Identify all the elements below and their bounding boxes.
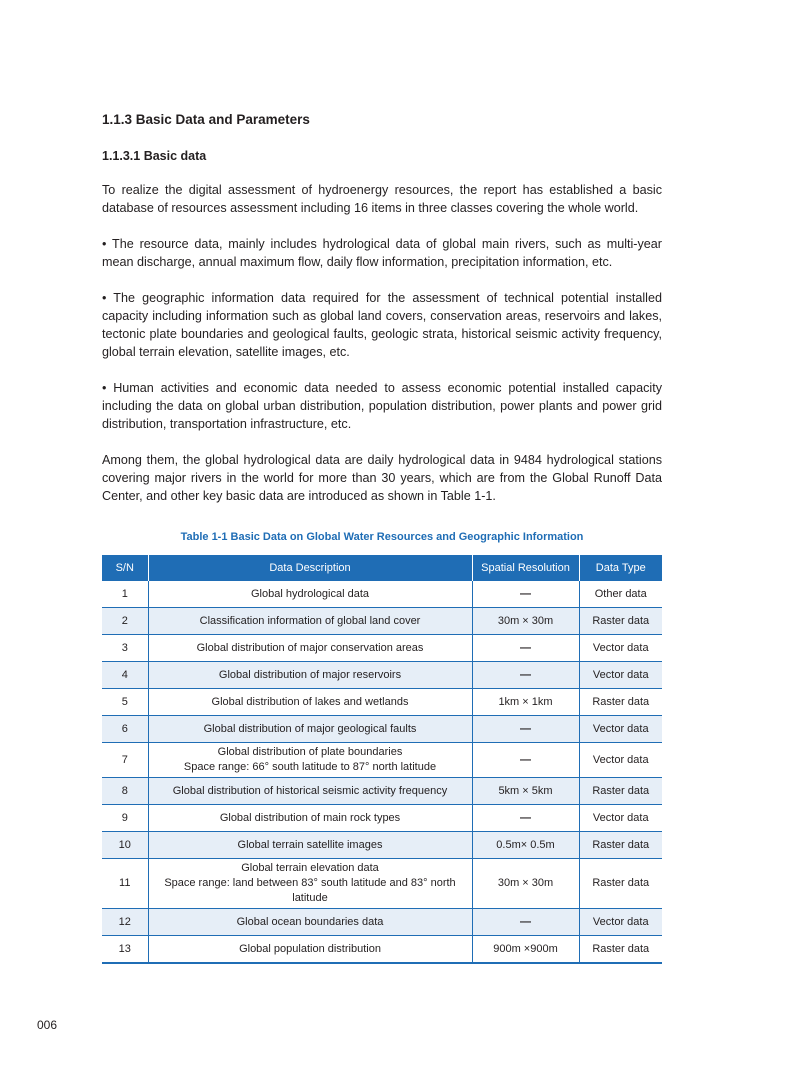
cell-description: Global distribution of lakes and wetlands [148,689,472,716]
cell-resolution: 0.5m× 0.5m [472,832,579,859]
page-content [102,111,662,964]
table-row [102,936,662,964]
cell-sn: 5 [102,689,148,716]
cell-type: Raster data [579,778,662,805]
header-description: Data Description [148,555,472,581]
table-row [102,608,662,635]
subsection-heading: 1.1.3.1 Basic data [102,149,207,163]
cell-description: Global distribution of main rock types [148,805,472,832]
section-heading: 1.1.3 Basic Data and Parameters [102,112,310,127]
cell-resolution: — [472,716,579,743]
header-sn: S/N [102,555,148,581]
cell-type: Vector data [579,662,662,689]
cell-resolution: 900m ×900m [472,936,579,964]
cell-resolution: — [472,662,579,689]
cell-sn: 9 [102,805,148,832]
cell-resolution: 5km × 5km [472,778,579,805]
cell-type: Other data [579,581,662,608]
cell-type: Vector data [579,805,662,832]
table-row [102,581,662,608]
cell-type: Vector data [579,743,662,778]
cell-type: Vector data [579,909,662,936]
cell-sn: 1 [102,581,148,608]
cell-sn: 12 [102,909,148,936]
cell-type: Raster data [579,689,662,716]
cell-type: Raster data [579,608,662,635]
cell-description: Global distribution of major conservation areas [148,635,472,662]
cell-sn: 3 [102,635,148,662]
cell-sn: 10 [102,832,148,859]
table-row [102,859,662,909]
cell-resolution: — [472,635,579,662]
cell-description: Global ocean boundaries data [148,909,472,936]
table-row [102,635,662,662]
table-row [102,909,662,936]
table-header-row [102,555,662,581]
table-row [102,743,662,778]
paragraph: Among them, the global hydrological data are daily hydrological data in 9484 hydrological stations covering major rivers in the world for more than 30 years, which are from the Global Runoff Data Center, and other key basic data are introduced as shown in Table 1-1. [102,453,662,503]
bullet-paragraph: • Human activities and economic data needed to assess economic potential installed capacity including the data on global urban distribution, population distribution, power plants and power grid distribution, transportation infrastructure, etc. [102,381,662,431]
cell-description: Global distribution of plate boundaries Space range: 66° south latitude to 87° north latitude [148,743,472,778]
cell-type: Raster data [579,832,662,859]
cell-resolution: 1km × 1km [472,689,579,716]
cell-sn: 2 [102,608,148,635]
cell-description: Global hydrological data [148,581,472,608]
cell-description: Global distribution of major reservoirs [148,662,472,689]
table-row [102,832,662,859]
cell-sn: 8 [102,778,148,805]
table-row [102,805,662,832]
cell-type: Vector data [579,635,662,662]
table-row [102,716,662,743]
page-number: 006 [37,1018,58,1032]
table-row [102,662,662,689]
cell-description: Global terrain elevation data Space range: land between 83° south latitude and 83° north latitude [148,859,472,909]
cell-resolution: 30m × 30m [472,859,579,909]
cell-description: Global distribution of historical seismic activity frequency [148,778,472,805]
table-row [102,778,662,805]
cell-description: Global population distribution [148,936,472,964]
cell-type: Raster data [579,936,662,964]
cell-description: Classification information of global land cover [148,608,472,635]
bullet-paragraph: • The geographic information data required for the assessment of technical potential installed capacity including information such as global land covers, conservation areas, reservoirs and lakes, tectonic plate boundaries and geological faults, geologic strata, historical seismic activity frequency, global terrain elevation, satellite images, etc. [102,291,662,359]
cell-sn: 11 [102,859,148,909]
cell-sn: 6 [102,716,148,743]
cell-resolution: — [472,909,579,936]
cell-sn: 13 [102,936,148,964]
table-row [102,689,662,716]
bullet-paragraph: • The resource data, mainly includes hydrological data of global main rivers, such as multi-year mean discharge, annual maximum flow, daily flow information, precipitation information, etc. [102,237,662,269]
header-resolution: Spatial Resolution [472,555,579,581]
cell-resolution: — [472,743,579,778]
cell-resolution: 30m × 30m [472,608,579,635]
basic-data-table [102,555,662,964]
cell-resolution: — [472,581,579,608]
cell-type: Raster data [579,859,662,909]
cell-resolution: — [472,805,579,832]
cell-description: Global terrain satellite images [148,832,472,859]
paragraph: To realize the digital assessment of hydroenergy resources, the report has established a basic database of resources assessment including 16 items in three classes covering the whole world. [102,183,662,215]
cell-description: Global distribution of major geological faults [148,716,472,743]
cell-type: Vector data [579,716,662,743]
cell-sn: 4 [102,662,148,689]
table-caption: Table 1-1 Basic Data on Global Water Resources and Geographic Information [180,531,584,543]
cell-sn: 7 [102,743,148,778]
header-type: Data Type [579,555,662,581]
